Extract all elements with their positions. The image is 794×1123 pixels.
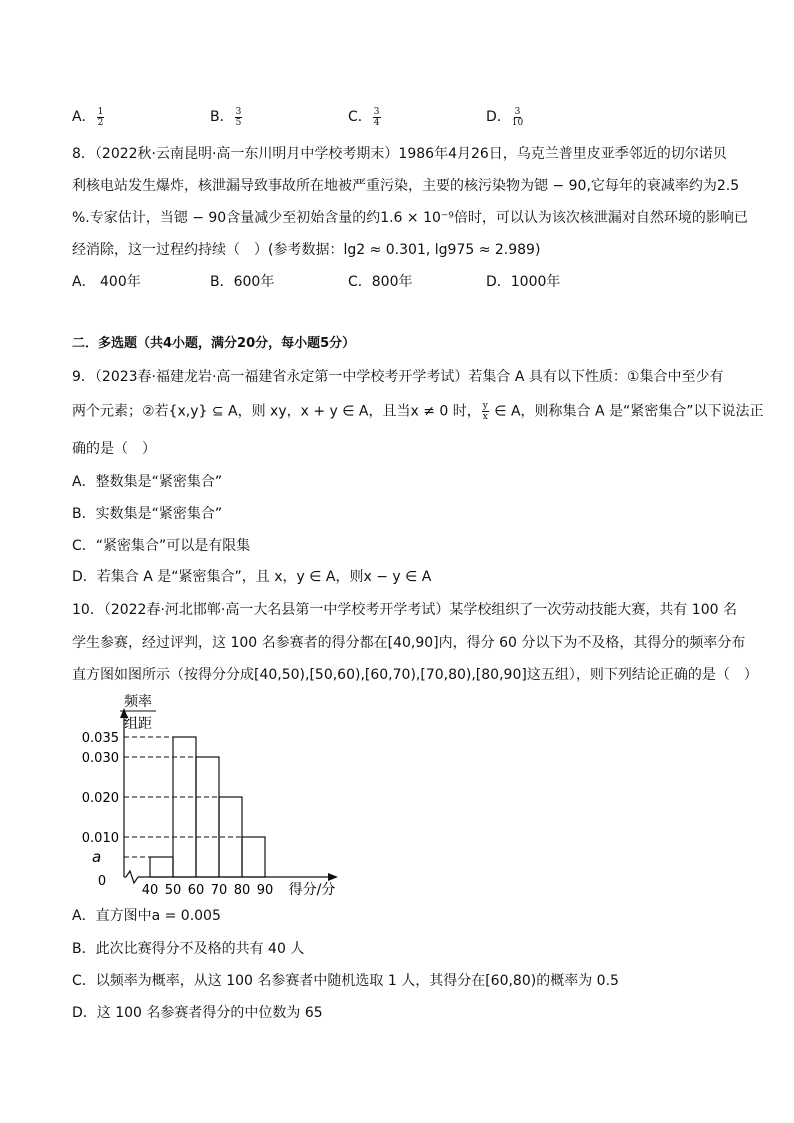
histogram-bar-[50,60) [173, 737, 196, 877]
q8-option-b: B．600年 [210, 274, 275, 290]
q7-option-c: C． $\frac{3}{4}$ [348, 106, 380, 128]
q9-option-d: D．若集合 A 是“紧密集合”，且 x，y ∈ A，则x − y ∈ A [72, 569, 432, 585]
q10-option-d: D．这 100 名参赛者得分的中位数为 65 [72, 1005, 323, 1021]
q7-option-b: B． $\frac{3}{5}$ [210, 106, 242, 128]
q9-line-2-text-a: 两个元素；②若{x,y} ⊆ A，则 xy，x + y ∈ A，且当x ≠ 0 时， [72, 403, 481, 420]
q7-option-d: D． $\frac{3}{10}$ [486, 106, 524, 128]
q8-line-3: %.专家估计，当锶 − 90含量减少至初始含量的约1.6 × 10⁻⁹倍时，可以认为该次核泄漏对自然环境的影响已 [72, 210, 748, 226]
x-tick-label: 70 [210, 883, 228, 898]
q10-line-1: 10．（2022春·河北邯郸·高一大名县第一中学校考开学考试）某学校组织了一次劳动技能大赛，共有 100 名 [72, 602, 737, 618]
x-axis-label: 得分/分 [288, 882, 336, 898]
q10-option-c: C．以频率为概率，从这 100 名参赛者中随机选取 1 人，其得分在[60,80)的概率为 0.5 [72, 973, 619, 989]
q8-line-2: 利核电站发生爆炸，核泄漏导致事故所在地被严重污染，主要的核污染物为锶 − 90,它每年的衰减率约为2.5 [72, 178, 740, 194]
x-tick-label: 80 [233, 883, 251, 898]
q8-option-d: D．1000年 [486, 274, 561, 290]
q9-line-2-text-b: ∈ A，则称集合 A 是“紧密集合”以下说法正 [489, 403, 764, 420]
q8-option-a: A． 400年 [72, 274, 141, 290]
q9-line-2 [72, 401, 764, 422]
section-2-heading: 二．多选题（共4小题，满分20分，每小题5分） [72, 336, 356, 351]
q9-option-c: C．“紧密集合”可以是有限集 [72, 538, 251, 554]
q9-option-a: A．整数集是“紧密集合” [72, 474, 223, 490]
origin-label: 0 [97, 874, 107, 889]
q10-option-b: B．此次比赛得分不及格的共有 40 人 [72, 941, 305, 957]
y-tick-label: 0.020 [81, 791, 119, 806]
q8-line-4: 经消除，这一过程约持续（ ）(参考数据：lg2 ≈ 0.301, lg975 ≈ 2.989) [72, 242, 541, 258]
q9-option-b: B．实数集是“紧密集合” [72, 506, 223, 522]
x-axis-break [126, 871, 138, 883]
histogram-bar-[80,90] [242, 837, 265, 877]
frequency-histogram [81, 690, 346, 898]
histogram-bar-[60,70) [196, 757, 219, 877]
q9-line-3: 确的是（ ） [72, 441, 156, 457]
q7-option-a: A． $\frac{1}{2}$ [72, 106, 104, 128]
q9-line-1: 9．（2023春·福建龙岩·高一福建省永定第一中学校考开学考试）若集合 A 具有以下性质：①集合中至少有 [72, 369, 724, 385]
x-tick-label: 90 [256, 883, 274, 898]
y-tick-label: 0.030 [81, 751, 119, 766]
x-tick-label: 50 [164, 883, 182, 898]
y-tick-label: 0.035 [81, 731, 119, 746]
q7-options [72, 106, 572, 130]
q8-options [72, 271, 632, 291]
y-tick-label: 0.010 [81, 831, 119, 846]
q9-fraction-y-over-x: $\frac{y}{x}$ [482, 401, 488, 422]
histogram-bar-[40,50) [150, 857, 173, 877]
q10-option-a: A．直方图中a = 0.005 [72, 908, 221, 924]
q8-line-1: 8．（2022秋·云南昆明·高一东川明月中学校考期末）1986年4月26日，乌克兰普里皮亚季邻近的切尔诺贝 [72, 146, 727, 162]
x-tick-label: 40 [141, 883, 159, 898]
y-label-bottom: 组距 [124, 716, 152, 732]
x-tick-label: 60 [187, 883, 205, 898]
q8-option-c: C．800年 [348, 274, 413, 290]
x-axis-arrow [328, 873, 338, 881]
q10-line-2: 学生参赛，经过评判，这 100 名参赛者的得分都在[40,90]内，得分 60 分以下为不及格，其得分的频率分布 [72, 635, 746, 651]
y-label-top: 频率 [124, 694, 152, 710]
y-tick-label: a [92, 848, 102, 866]
q10-line-3: 直方图如图所示（按得分分成[40,50),[50,60),[60,70),[70,80),[80,90]这五组），则下列结论正确的是（ ） [72, 667, 758, 683]
